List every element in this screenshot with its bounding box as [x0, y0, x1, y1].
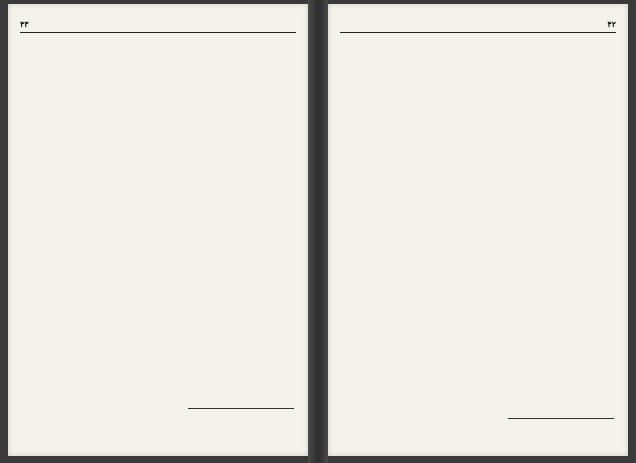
footnote-divider	[508, 418, 614, 419]
left-body-text	[22, 40, 294, 400]
right-page	[328, 4, 628, 456]
footnote	[342, 429, 614, 436]
paragraph	[22, 116, 294, 126]
right-page-number: ۴۲	[607, 19, 616, 29]
book-gutter	[308, 0, 328, 463]
left-footnotes	[22, 412, 294, 452]
footnote-divider	[188, 408, 294, 409]
left-page	[8, 4, 308, 456]
paragraph	[342, 99, 614, 109]
footnote	[22, 419, 294, 426]
left-running-head	[20, 16, 296, 33]
footnote	[342, 422, 614, 429]
paragraph	[22, 47, 294, 57]
left-page-number: ۴۳	[20, 19, 29, 29]
paragraph	[22, 64, 294, 74]
footnote	[22, 427, 294, 434]
paragraph	[342, 47, 614, 57]
paragraph	[22, 99, 294, 109]
paragraph	[342, 116, 614, 126]
paragraph	[342, 64, 614, 74]
paragraph	[22, 81, 294, 91]
right-body-text	[342, 40, 614, 412]
paragraph	[342, 81, 614, 91]
footnote	[22, 412, 294, 419]
right-running-head	[340, 16, 616, 33]
right-footnotes	[342, 422, 614, 454]
